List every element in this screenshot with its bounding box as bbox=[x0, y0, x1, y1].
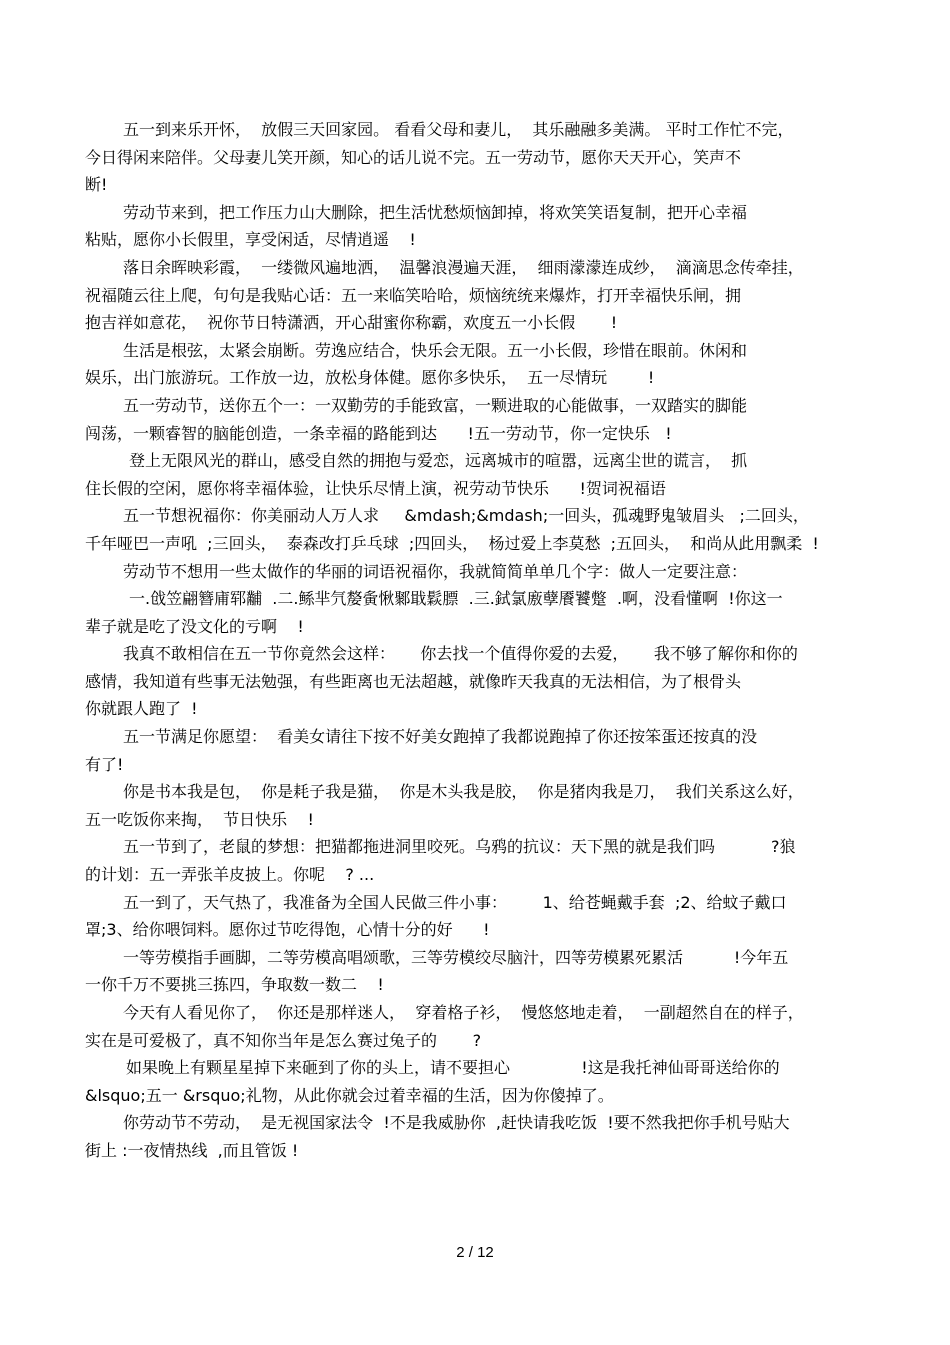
paragraph bbox=[85, 585, 875, 640]
text-line: 五一到了，天气热了，我准备为全国人民做三件小事： 1、给苍蝇戴手套 ;2、给蚊子戴口 bbox=[123, 892, 787, 912]
text-line: 断! bbox=[85, 175, 108, 195]
paragraph bbox=[85, 999, 875, 1054]
text-line: 登上无限风光的群山，感受自然的拥抱与爱恋，远离城市的喧嚣，远离尘世的谎言， 抓 bbox=[129, 451, 748, 471]
text-line: 生活是根弦，太紧会崩断。劳逸应结合，快乐会无限。五一小长假，珍惜在眼前。休闲和 bbox=[123, 340, 748, 360]
paragraph bbox=[85, 778, 875, 833]
text-line: 实在是可爱极了，真不知你当年是怎么赛过兔子的 ? bbox=[85, 1030, 482, 1050]
text-line: 五一劳动节，送你五个一：一双勤劳的手能致富，一颗进取的心能做事，一双踏实的脚能 bbox=[123, 395, 748, 415]
paragraph bbox=[85, 640, 875, 723]
paragraph bbox=[85, 889, 875, 944]
text-line: 一.戗笠翩簪庯郓黼 .二.鲧芈氕嫠夤愀鄹戢鬏膘 .三.鉽氯廒孽餍饕蹩 .啊，没看懂啊 !你这一 bbox=[129, 589, 783, 609]
text-line: 娱乐，出门旅游玩。工作放一边，放松身体健。愿你多快乐， 五一尽情玩 ! bbox=[85, 368, 655, 388]
text-line: 街上 :一夜情热线 ,而且管饭 ! bbox=[85, 1140, 299, 1160]
text-line: 千年哑巴一声吼 ;三回头， 泰森改打乒乓球 ;四回头， 杨过爱上李莫愁 ;五回头， 和尚从此用飘柔 ! bbox=[85, 533, 819, 553]
text-line: 今日得闲来陪伴。父母妻儿笑开颜，知心的话儿说不完。五一劳动节，愿你天天开心，笑声不 bbox=[85, 147, 742, 167]
text-line: 祝福随云往上爬，句句是我贴心话：五一来临笑哈哈，烦恼统统来爆炸，打开幸福快乐闸，拥 bbox=[85, 285, 742, 305]
text-line: 落日余晖映彩霞， 一缕微风遍地洒， 温馨浪漫遍天涯， 细雨濛濛连成纱， 滴滴思念传牵挂， bbox=[123, 257, 804, 277]
text-line: 闯荡，一颗睿智的脑能创造，一条幸福的路能到达 !五一劳动节，你一定快乐 ! bbox=[85, 423, 672, 443]
text-line: 五一节到了，老鼠的梦想：把猫都拖进洞里咬死。乌鸦的抗议：天下黑的就是我们吗 ?狼 bbox=[123, 837, 796, 857]
text-line: 一等劳模指手画脚，二等劳模高唱颂歌，三等劳模绞尽脑汁，四等劳模累死累活 !今年五 bbox=[123, 947, 789, 967]
paragraph bbox=[85, 723, 875, 778]
text-line: 感情，我知道有些事无法勉强，有些距离也无法超越，就像昨天我真的无法相信，为了根骨头 bbox=[85, 671, 742, 691]
text-line: 你是书本我是包， 你是耗子我是猫， 你是木头我是胶， 你是猪肉我是刀， 我们关系这么好， bbox=[123, 782, 804, 802]
text-line: 劳动节不想用一些太做作的华丽的词语祝福你，我就简简单单几个字：做人一定要注意： bbox=[123, 561, 748, 581]
text-line: 你就跟人跑了 ! bbox=[85, 699, 198, 719]
text-line: 辈子就是吃了没文化的亏啊 ! bbox=[85, 616, 304, 636]
text-line: 抱吉祥如意花， 祝你节日特潇洒，开心甜蜜你称霸，欢度五一小长假 ! bbox=[85, 313, 618, 333]
text-line: 今天有人看见你了， 你还是那样迷人， 穿着格子衫， 慢悠悠地走着， 一副超然自在的样子， bbox=[123, 1003, 804, 1022]
paragraph bbox=[85, 502, 875, 557]
text-line: 你劳动节不劳动， 是无视国家法令 !不是我威胁你 ,赶快请我吃饭 !要不然我把你手机号贴大 bbox=[123, 1113, 790, 1133]
paragraph bbox=[85, 254, 875, 337]
text-line: 我真不敢相信在五一节你竟然会这样： 你去找一个值得你爱的去爱， 我不够了解你和你的 bbox=[123, 644, 798, 664]
text-line: 的计划：五一弄张羊皮披上。你呢 ? ... bbox=[85, 865, 375, 885]
text-line: 五一节想祝福你：你美丽动人万人求 &mdash;&mdash;一回头，孤魂野鬼皱眉头 ;二回头， bbox=[123, 506, 809, 526]
paragraph bbox=[85, 392, 875, 447]
page-number: 2 / 12 bbox=[456, 1244, 494, 1261]
text-line: 五一吃饭你来掏， 节日快乐 ! bbox=[85, 809, 314, 829]
text-line: 五一到来乐开怀， 放假三天回家园。 看看父母和妻儿， 其乐融融多美满。 平时工作忙不完， bbox=[123, 120, 794, 139]
text-line: 劳动节来到，把工作压力山大删除，把生活忧愁烦恼卸掉，将欢笑笑语复制，把开心幸福 bbox=[123, 202, 748, 222]
paragraph bbox=[85, 199, 875, 254]
paragraph bbox=[85, 1109, 875, 1164]
paragraph bbox=[85, 558, 875, 586]
paragraph bbox=[85, 944, 875, 999]
text-line: 五一节满足你愿望： 看美女请往下按不好美女跑掉了我都说跑掉了你还按笨蛋还按真的没 bbox=[123, 727, 758, 747]
text-line: 有了! bbox=[85, 754, 124, 774]
paragraph bbox=[85, 116, 875, 199]
text-line: 粘贴，愿你小长假里，享受闲适，尽情逍遥 ! bbox=[85, 230, 416, 250]
paragraph bbox=[85, 447, 875, 502]
paragraph bbox=[85, 1054, 875, 1109]
text-line: 住长假的空闲，愿你将幸福体验，让快乐尽情上演，祝劳动节快乐 !贺词祝福语 bbox=[85, 478, 666, 498]
document-body bbox=[85, 116, 875, 1165]
text-line: 如果晚上有颗星星掉下来砸到了你的头上，请不要担心 !这是我托神仙哥哥送给你的 bbox=[126, 1058, 780, 1078]
text-line: 一你千万不要挑三拣四，争取数一数二 ! bbox=[85, 975, 384, 995]
text-line: 罩;3、给你喂饲料。愿你过节吃得饱，心情十分的好 ! bbox=[85, 920, 490, 940]
text-line: &lsquo;五一 &rsquo;礼物，从此你就会过着幸福的生活，因为你傻掉了。 bbox=[85, 1085, 614, 1105]
paragraph bbox=[85, 337, 875, 392]
paragraph bbox=[85, 833, 875, 888]
